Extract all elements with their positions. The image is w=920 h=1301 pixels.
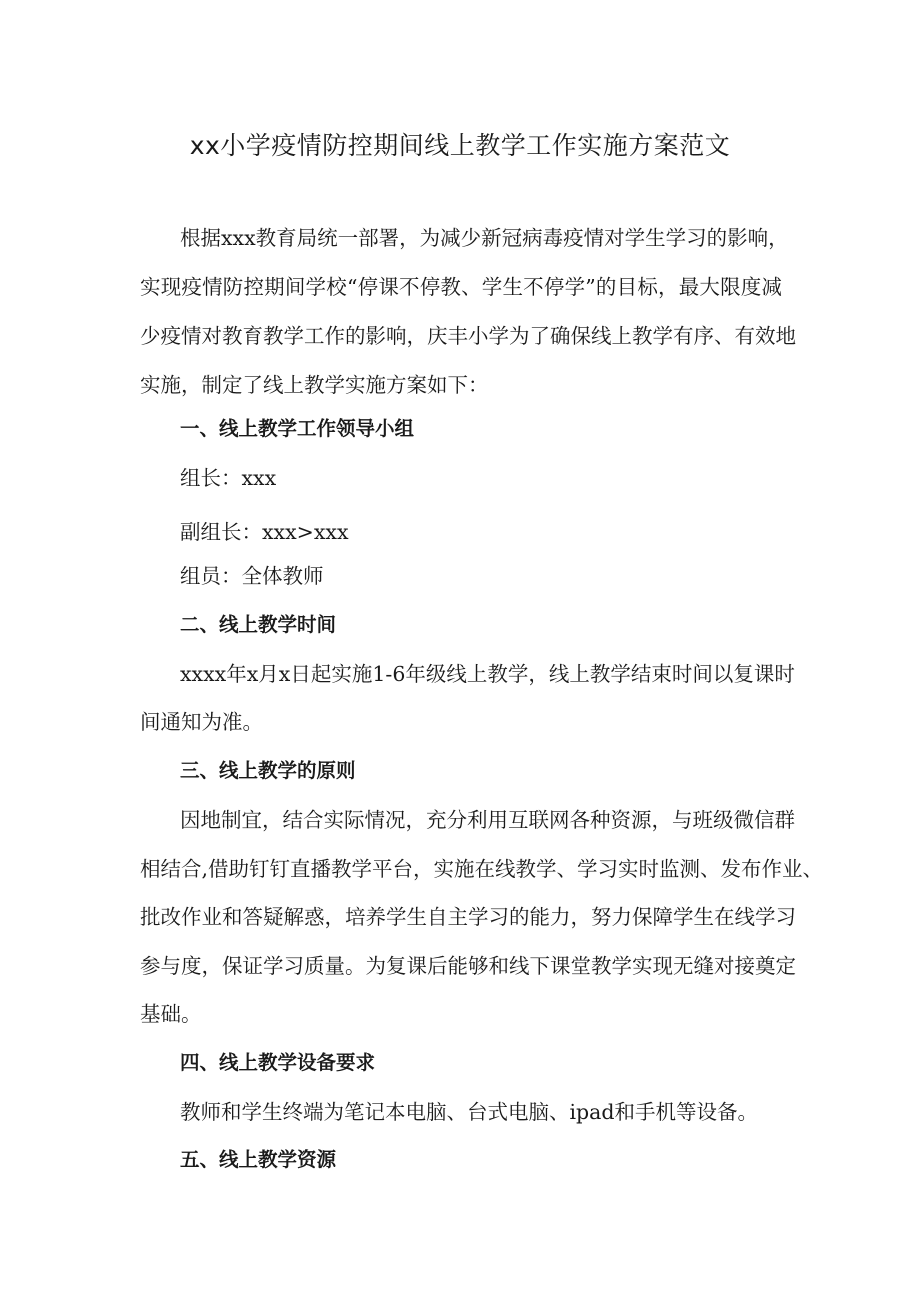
section-heading: 四、线上教学设备要求 [180, 1051, 376, 1074]
section-heading: 三、线上教学的原则 [180, 759, 356, 782]
intro-line: 实现疫情防控期间学校“停课不停教、学生不停学”的目标，最大限度减 [140, 275, 782, 299]
body-line: 参与度，保证学习质量。为复课后能够和线下课堂教学实现无缝对接奠定 [140, 954, 796, 978]
document-title: xx小学疫情防控期间线上教学工作实施方案范文 [189, 131, 731, 160]
intro-line: 少疫情对教育教学工作的影响，庆丰小学为了确保线上教学有序、有效地 [140, 324, 796, 348]
body-line: 相结合,借助钉钉直播教学平台，实施在线教学、学习实时监测、发布作业、 [140, 857, 824, 881]
intro-line: 根据xxx教育局统一部署，为减少新冠病毒疫情对学生学习的影响， [180, 226, 789, 250]
section-heading: 五、线上教学资源 [180, 1148, 337, 1171]
body-line: 基础。 [140, 1002, 202, 1026]
body-line: 批改作业和答疑解惑，培养学生自主学习的能力，努力保障学生在线学习 [140, 905, 796, 929]
body-line: 因地制宜，结合实际情况，充分利用互联网各种资源，与班级微信群 [180, 808, 795, 832]
body-line: xxxx年x月x日起实施1-6年级线上教学，线上教学结束时间以复课时 [180, 662, 795, 686]
section-heading: 一、线上教学工作领导小组 [180, 417, 415, 440]
body-line: 间通知为准。 [140, 710, 263, 734]
body-line: 教师和学生终端为笔记本电脑、台式电脑、ipad和手机等设备。 [180, 1100, 759, 1124]
intro-line: 实施，制定了线上教学实施方案如下： [140, 373, 489, 397]
group-leader: 组长：xxx [180, 466, 277, 490]
group-deputy: 副组长：xxx>xxx [180, 520, 349, 544]
group-members: 组员：全体教师 [180, 564, 324, 588]
section-heading: 二、线上教学时间 [180, 613, 337, 636]
